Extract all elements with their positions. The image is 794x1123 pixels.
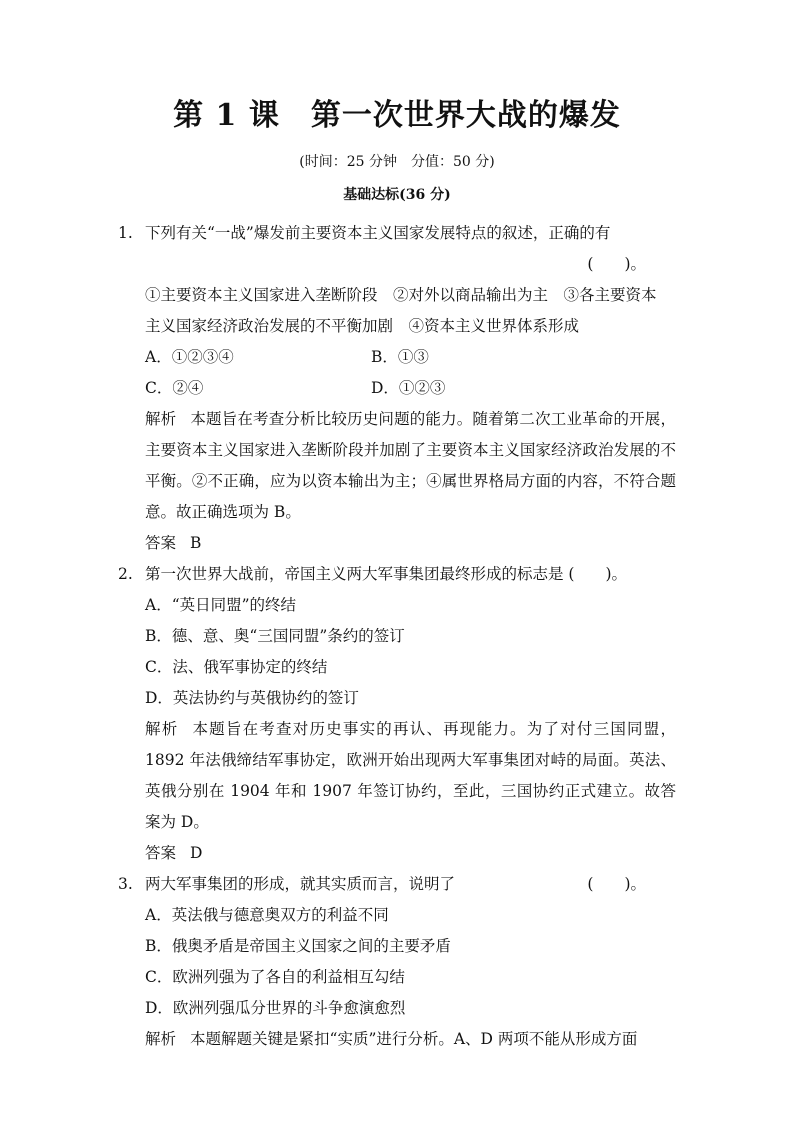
question-number: 1. (118, 224, 133, 242)
option-b: B．①③ (371, 348, 429, 366)
option-b: B．德、意、奥“三国同盟”条约的签订 (145, 627, 405, 645)
question-number: 3. (118, 875, 133, 893)
option-a: A．“英日同盟”的终结 (145, 596, 297, 614)
option-a: A．①②③④ (145, 348, 234, 366)
option-c: C．欧洲列强为了各自的利益相互勾结 (145, 968, 405, 986)
question-3 (118, 869, 676, 1055)
option-a: A．英法俄与德意奥双方的利益不同 (145, 906, 389, 924)
explanation-label: 解析 (145, 1030, 177, 1048)
exam-meta: (时间：25 分钟 分值：50 分) (299, 154, 495, 170)
explanation (118, 714, 676, 838)
answer (118, 838, 676, 869)
explanation-text: 本题旨在考查分析比较历史问题的能力。随着第二次工业革命的开展，主要资本主义国家进入垄断阶段并加剧了主要资本主义国家经济政治发展的不平衡。②不正确，应为以资本输出为主；④属世界格局方面的内容，不符合题意。故正确选项为 B。 (145, 410, 676, 521)
answer-blank: ( )。 (587, 255, 646, 273)
question-2 (118, 559, 676, 869)
question-1 (118, 218, 676, 559)
page-title: 第 1 课 第一次世界大战的爆发 (173, 98, 621, 133)
option-c: C．法、俄军事协定的终结 (145, 658, 328, 676)
answer-value: B (190, 534, 202, 552)
explanation-text: 本题旨在考查对历史事实的再认、再现能力。为了对付三国同盟，1892 年法俄缔结军事协定，欧洲开始出现两大军事集团对峙的局面。英法、英俄分别在 1904 年和 1907 年签订协约，至此，三国协约正式建立。故答案为 D。 (145, 720, 676, 831)
questions (118, 218, 676, 1055)
explanation-label: 解析 (145, 410, 177, 428)
option-d: D．①②③ (371, 379, 446, 397)
question-items: ①主要资本主义国家进入垄断阶段 ②对外以商品输出为主 ③各主要资本 (145, 286, 657, 304)
option-d: D．欧洲列强瓜分世界的斗争愈演愈烈 (145, 999, 406, 1017)
answer-blank: ( )。 (587, 875, 646, 893)
answer (118, 528, 676, 559)
option-b: B．俄奥矛盾是帝国主义国家之间的主要矛盾 (145, 937, 451, 955)
section-heading: 基础达标(36 分) (343, 187, 451, 203)
question-stem: 第一次世界大战前，帝国主义两大军事集团最终形成的标志是 ( )。 (145, 565, 628, 583)
explanation (118, 1024, 676, 1055)
options (118, 342, 676, 404)
question-stem: 两大军事集团的形成，就其实质而言，说明了 (145, 875, 456, 893)
option-c: C．②④ (145, 379, 204, 397)
question-stem: 下列有关“一战”爆发前主要资本主义国家发展特点的叙述，正确的有 (145, 224, 611, 242)
option-d: D．英法协约与英俄协约的签订 (145, 689, 359, 707)
explanation-text: 本题解题关键是紧扣“实质”进行分析。A、D 两项不能从形成方面 (190, 1030, 638, 1048)
answer-label: 答案 (145, 534, 177, 552)
answer-label: 答案 (145, 844, 177, 862)
question-number: 2. (118, 565, 133, 583)
answer-value: D (190, 844, 203, 862)
question-items: 主义国家经济政治发展的不平衡加剧 ④资本主义世界体系形成 (145, 317, 580, 335)
explanation-label: 解析 (145, 720, 179, 738)
explanation (118, 404, 676, 528)
